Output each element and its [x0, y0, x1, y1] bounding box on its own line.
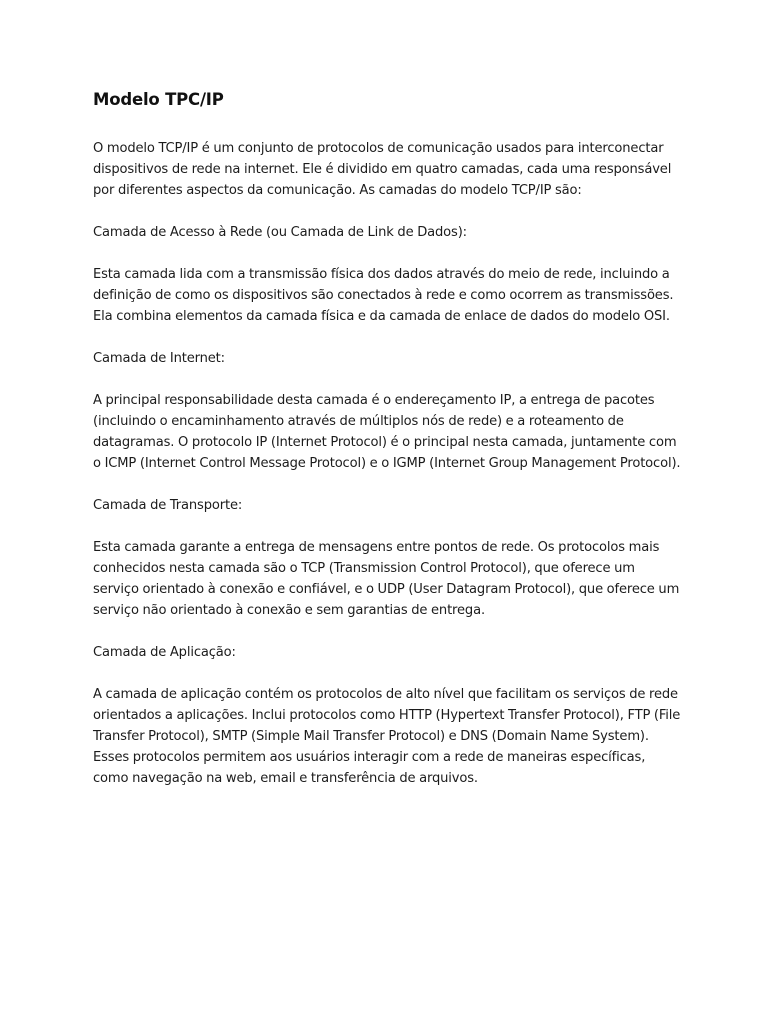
- paragraph-internet: A principal responsabilidade desta camada é o endereçamento IP, a entrega de pacotes (incluindo o encaminhamento através de múltiplos nós de rede) e a roteamento de datagramas. O protocolo IP (Internet Protocol) é o principal nesta camada, juntamente com o ICMP (Internet Control Message Protocol) e o IGMP (Internet Group Management Protocol).: [93, 393, 681, 471]
- section-heading-internet: Camada de Internet:: [93, 351, 225, 366]
- paragraph-transport: Esta camada garante a entrega de mensagens entre pontos de rede. Os protocolos mais conhecidos nesta camada são o TCP (Transmission Control Protocol), que oferece um serviço orientado à conexão e confiável, e o UDP (User Datagram Protocol), que oferece um serviço não orientado à conexão e sem garantias de entrega.: [93, 540, 680, 618]
- paragraph-application: A camada de aplicação contém os protocolos de alto nível que facilitam os serviços de rede orientados a aplicações. Inclui protocolos como HTTP (Hypertext Transfer Protocol), FTP (File Transfer Protocol), SMTP (Simple Mail Transfer Protocol) e DNS (Domain Name System). Esses protocolos permitem aos usuários interagir com a rede de maneiras específicas, como navegação na web, email e transferência de arquivos.: [93, 687, 681, 786]
- section-heading-network-access: Camada de Acesso à Rede (ou Camada de Link de Dados):: [93, 225, 467, 240]
- section-heading-transport: Camada de Transporte:: [93, 498, 243, 513]
- paragraph-network-access: Esta camada lida com a transmissão física dos dados através do meio de rede, incluindo a definição de como os dispositivos são conectados à rede e como ocorrem as transmissões. Ela combina elementos da camada física e da camada de enlace de dados do modelo OSI.: [93, 267, 674, 324]
- section-heading-application: Camada de Aplicação:: [93, 645, 236, 660]
- document-body: [93, 88, 683, 810]
- paragraph-intro: O modelo TCP/IP é um conjunto de protocolos de comunicação usados para interconectar dispositivos de rede na internet. Ele é dividido em quatro camadas, cada uma responsável por diferentes aspectos da comunicação. As camadas do modelo TCP/IP são:: [93, 141, 672, 198]
- document-title: Modelo TPC/IP: [93, 90, 224, 109]
